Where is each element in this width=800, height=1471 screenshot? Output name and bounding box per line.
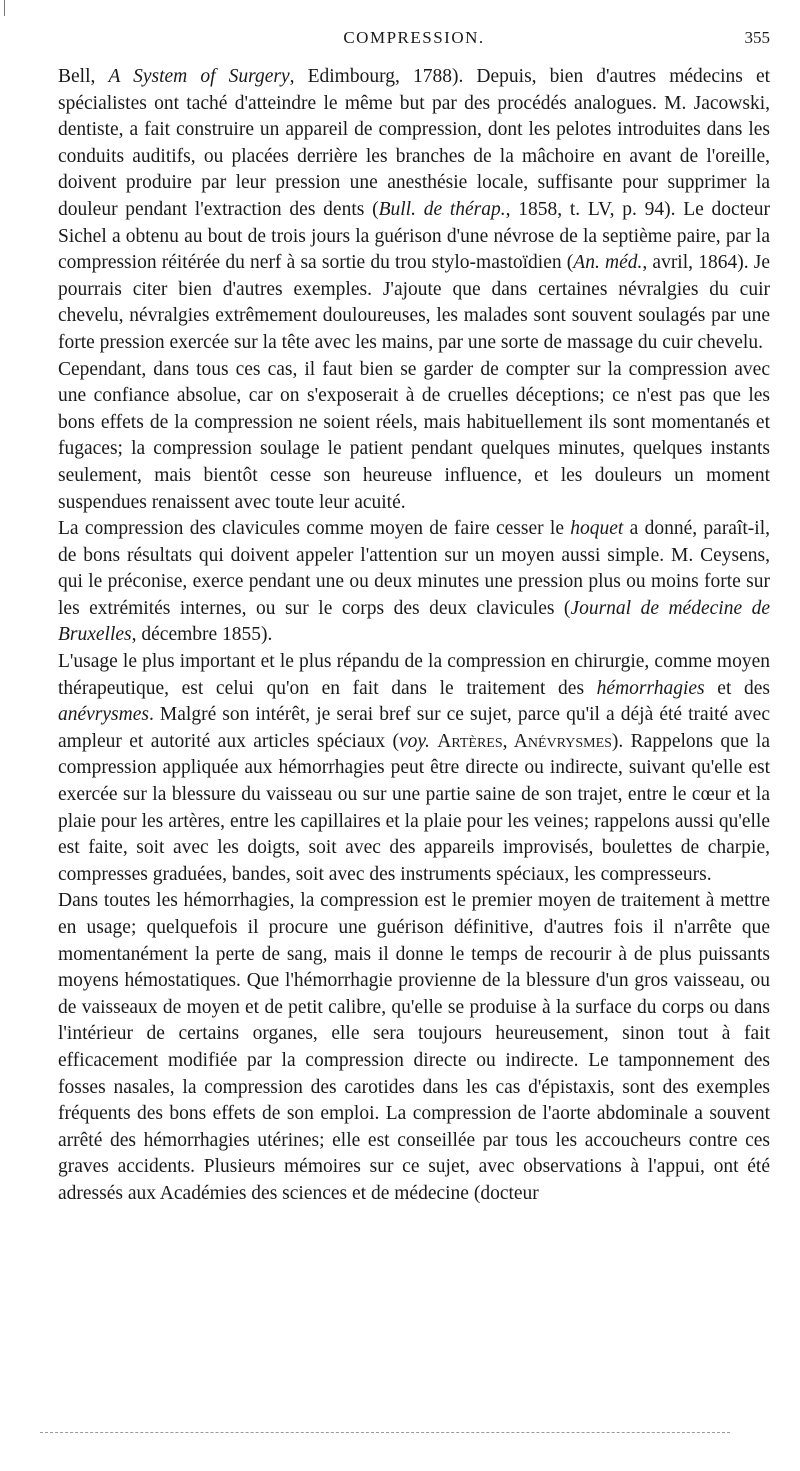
book-page bbox=[58, 24, 770, 1208]
italic-text: A System of Surgery bbox=[108, 66, 290, 87]
italic-text: hémorrhagies bbox=[596, 677, 705, 699]
text-run: L'usage le plus important et le plus répandu de la compression en chirurgie, comme moyen thérapeutique, est celui qu'on en fait dans le traitement des bbox=[58, 651, 770, 699]
paragraph bbox=[58, 888, 770, 1207]
italic-text: Bull. de thérap. bbox=[378, 198, 506, 220]
bottom-rule bbox=[40, 1432, 730, 1433]
paragraph bbox=[58, 64, 770, 357]
italic-text: hoquet bbox=[570, 518, 624, 540]
paragraph bbox=[58, 516, 770, 649]
text-run: Bell, bbox=[58, 66, 109, 87]
running-title: COMPRESSION. bbox=[343, 28, 485, 47]
text-run: , décembre 1855). bbox=[131, 624, 273, 646]
text-run: , Edimbourg, 1788). Depuis, bien d'autres médecins et spécialistes ont taché d'atteindre le même but par des procédés analogues. M. Jacowski, dentiste, a fait construire un appareil de compression, dont les pelotes introduites dans les conduits auditifs, ou placées derrière les branches de la mâchoire en avant de l'oreille, doivent produire par leur pression une anesthésie locale, suffisante pour supprimer la douleur pendant l'extraction des dents ( bbox=[58, 66, 771, 220]
italic-text: An. méd. bbox=[573, 252, 643, 274]
text-run: ). Rappelons que la compression appliquée aux hémorrhagies peut être directe ou indirecte, suivant qu'elle est exercée sur la blessure du vaisseau ou sur une partie saine de son trajet, entre le cœur et la plaie pour les artères, entre les capillaires et la plaie pour les veines; rappelons aussi qu'elle est faite, soit avec les doigts, soit avec des appareils improvisés, boulettes de charpie, compresses graduées, bandes, soit avec des instruments spéciaux, les compresseurs. bbox=[58, 730, 771, 885]
text-run: Cependant, dans tous ces cas, il faut bien se garder de compter sur la compression avec une confiance absolue, car on s'exposerait à de cruelles déceptions; ce n'est pas que les bons effets de la compression ne soient réels, mais habituellement ils sont momentanés et fugaces; la compression soulage le patient pendant quelques minutes, quelques instants seulement, mais bientôt cesse son heureuse influence, et les douleurs un moment suspendues renaissent avec toute leur acuité. bbox=[58, 358, 770, 513]
italic-text: voy. bbox=[399, 730, 430, 752]
text-run: et des bbox=[704, 677, 770, 699]
body-text bbox=[58, 64, 770, 1208]
text-run: . Malgré son intérêt, je serai bref sur ce sujet, parce qu'il a déjà été traité avec ampleur et autorité aux articles spéciaux ( bbox=[58, 704, 770, 752]
text-run: , avril, 1864). Je pourrais citer bien d'autres exemples. J'ajoute que dans certaines névralgies du cuir chevelu, névralgies extrêmement douloureuses, les malades sont souvent soulagés par une forte pression exercée sur la tête avec les mains, par une sorte de massage du cuir chevelu. bbox=[58, 252, 770, 353]
text-run: a donné, paraît-il, de bons résultats qui doivent appeler l'attention sur un moyen aussi simple. M. Ceysens, qui le préconise, exerce pendant une ou deux minutes une pression plus ou moins forte sur les extrémités internes, ou sur le corps des deux clavicules ( bbox=[58, 518, 771, 619]
italic-text: Journal de médecine de Bruxelles bbox=[58, 597, 770, 646]
page-edge-mark bbox=[4, 0, 5, 16]
text-run: La compression des clavicules comme moyen de faire cesser le bbox=[58, 518, 571, 540]
paragraph bbox=[58, 357, 770, 517]
text-run: Dans toutes les hémorrhagies, la compression est le premier moyen de traitement à mettre en usage; quelquefois il procure une guérison définitive, d'autres fois il n'arrête que momentanément la perte de sang, mais il donne le temps de recourir à de plus puissants moyens hémostatiques. Que l'hémorrhagie provienne de la blessure d'un gros vaisseau, ou de vaisseaux de moyen et de petit calibre, qu'elle se produise à la surface du corps ou dans l'intérieur de certains organes, elle sera toujours heureusement, sinon tout à fait efficacement modifiée par la compression directe ou indirecte. Le tamponnement des fosses nasales, la compression des carotides dans les cas d'épistaxis, sont des exemples fréquents des bons effets de son emploi. La compression de l'aorte abdominale a souvent arrêté des hémorrhagies utérines; elle est conseillée par tous les accoucheurs contre ces graves accidents. Plusieurs mémoires sur ce sujet, avec observations à l'appui, ont été adressés aux Académies des sciences et de médecine (docteur bbox=[58, 890, 770, 1204]
running-head bbox=[58, 24, 770, 54]
text-run: , 1858, t. LV, p. 94). Le docteur Sichel a obtenu au bout de trois jours la guérison d'une névrose de la septième paire, par la compression réitérée du nerf à sa sortie du trou stylo-mastoïdien ( bbox=[58, 198, 770, 274]
italic-text: anévrysmes bbox=[58, 704, 149, 726]
paragraph bbox=[58, 649, 770, 888]
page-number: 355 bbox=[744, 28, 770, 47]
small-caps-text: Artères, Anévrysmes bbox=[437, 730, 612, 752]
